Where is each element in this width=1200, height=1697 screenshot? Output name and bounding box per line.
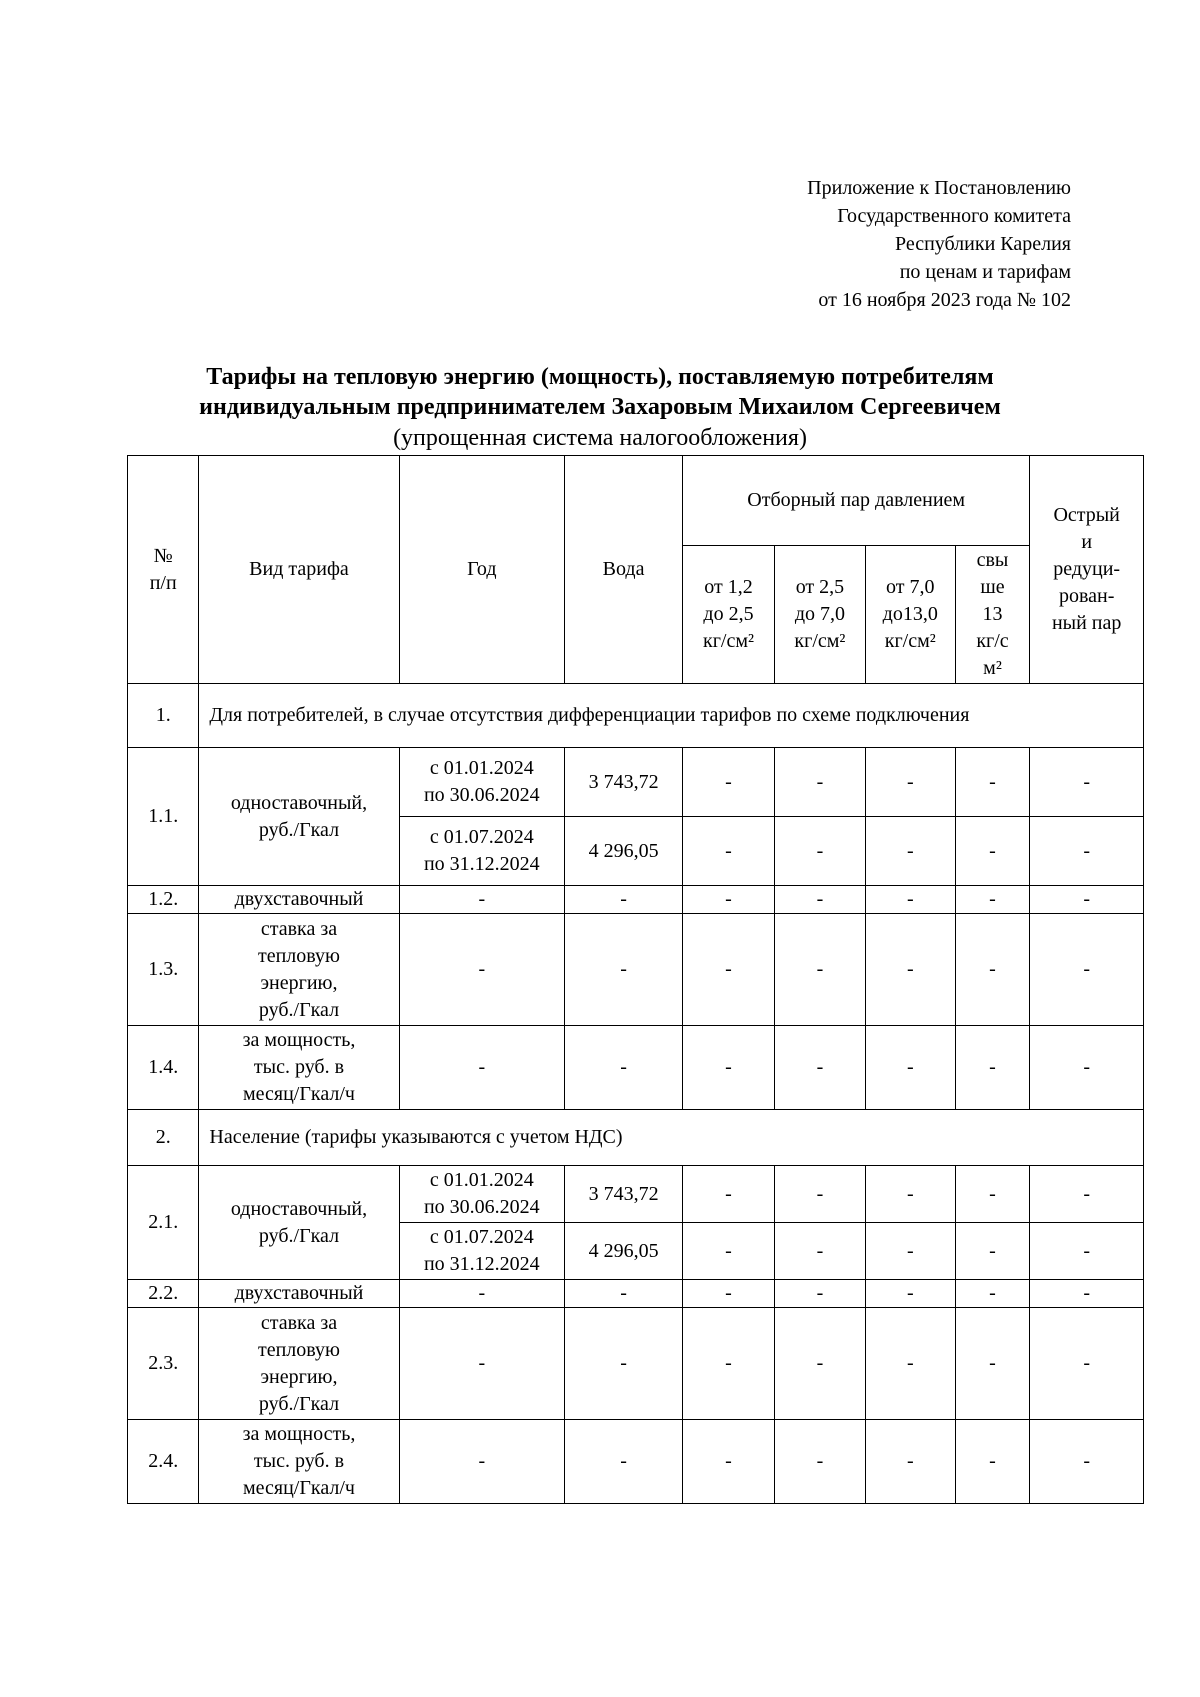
cell-text: руб./Гкал (258, 1224, 340, 1247)
cell-text: м² (983, 657, 1002, 679)
header-steam-pressure (683, 546, 775, 684)
dash-cell: - (399, 914, 565, 1026)
row-tariff-type (199, 914, 399, 1026)
dash-cell: - (865, 1308, 955, 1420)
cell-text: за мощность, (242, 1029, 356, 1051)
dash-cell: - (865, 1420, 955, 1504)
tariff-table (127, 455, 1144, 1504)
row-tariff-type (199, 1308, 399, 1420)
header-year: Год (399, 456, 565, 684)
cell-text: 13 (982, 603, 1003, 625)
title-line-1: Тарифы на тепловую энергию (мощность), поставляемую потребителям (206, 364, 994, 390)
row-period (399, 748, 565, 817)
dash-cell: - (683, 1308, 775, 1420)
cell-text: и (1081, 531, 1093, 553)
row-water-value: 4 296,05 (565, 817, 683, 886)
cell-text: ставка за (260, 917, 338, 940)
section-row (128, 684, 1144, 748)
dash-cell: - (683, 1420, 775, 1504)
dash-cell: - (683, 886, 775, 914)
dash-cell: - (1030, 1420, 1144, 1504)
dash-cell: - (865, 886, 955, 914)
row-tariff-type (199, 1166, 399, 1280)
table-row (128, 1280, 1144, 1308)
row-water-value: 3 743,72 (565, 748, 683, 817)
header-water: Вода (565, 456, 683, 684)
cell-text: от 7,0 (886, 576, 935, 598)
table-row (128, 914, 1144, 1026)
section-label: Для потребителей, в случае отсутствия дифференциации тарифов по схеме подключения (199, 684, 1144, 748)
header-steam-group: Отборный пар давлением (683, 456, 1030, 546)
table-row (128, 1026, 1144, 1110)
cell-text: с 01.07.2024 (429, 826, 534, 848)
cell-text: с 01.01.2024 (429, 757, 534, 779)
dash-cell: - (683, 914, 775, 1026)
dash-cell: - (1030, 1223, 1144, 1280)
cell-text: по 30.06.2024 (423, 784, 540, 806)
cell-text: по 31.12.2024 (423, 853, 540, 875)
dash-cell: - (565, 914, 683, 1026)
cell-text: руб./Гкал (258, 998, 340, 1021)
dash-cell: - (683, 748, 775, 817)
cell-text: от 2,5 (795, 576, 845, 598)
dash-cell: - (955, 1223, 1030, 1280)
cell-text: тепловую (257, 944, 340, 967)
document-title (100, 362, 1100, 422)
appendix-line: от 16 ноября 2023 года № 102 (818, 289, 1071, 311)
cell-text: кг/см² (794, 630, 846, 652)
dash-cell: - (775, 748, 866, 817)
cell-text: энергию, (260, 1365, 338, 1388)
dash-cell: - (1030, 1026, 1144, 1110)
cell-text: тыс. руб. в (253, 1450, 345, 1472)
dash-cell: - (399, 1420, 565, 1504)
cell-text: редуци- (1053, 558, 1121, 580)
cell-text: одноставочный, (230, 791, 368, 814)
row-period (399, 1223, 565, 1280)
cell-text: № (153, 544, 173, 567)
cell-text: кг/см² (703, 630, 755, 652)
row-tariff-type (199, 748, 399, 886)
dash-cell: - (399, 886, 565, 914)
cell-text: Острый (1053, 504, 1120, 526)
row-period (399, 817, 565, 886)
dash-cell: - (1030, 914, 1144, 1026)
dash-cell: - (955, 1420, 1030, 1504)
row-num: 1.3. (128, 914, 199, 1026)
cell-text: до 2,5 (703, 603, 754, 625)
dash-cell: - (865, 1166, 955, 1223)
dash-cell: - (399, 1280, 565, 1308)
dash-cell: - (955, 886, 1030, 914)
dash-cell: - (775, 817, 866, 886)
header-steam-pressure (865, 546, 955, 684)
dash-cell: - (399, 1308, 565, 1420)
table-row (128, 1420, 1144, 1504)
dash-cell: - (775, 1026, 866, 1110)
dash-cell: - (1030, 1308, 1144, 1420)
dash-cell: - (775, 1308, 866, 1420)
dash-cell: - (775, 1420, 866, 1504)
cell-text: свы (976, 549, 1009, 571)
cell-text: до13,0 (882, 603, 938, 625)
cell-text: ше (980, 576, 1005, 598)
cell-text: тыс. руб. в (253, 1056, 345, 1078)
cell-text: энергию, (260, 971, 338, 994)
cell-text: по 31.12.2024 (423, 1253, 540, 1275)
row-water-value: 4 296,05 (565, 1223, 683, 1280)
dash-cell: - (955, 817, 1030, 886)
table-row (128, 886, 1144, 914)
row-period (399, 1166, 565, 1223)
dash-cell: - (775, 914, 866, 1026)
dash-cell: - (683, 1280, 775, 1308)
dash-cell: - (683, 1026, 775, 1110)
cell-text: тепловую (257, 1338, 340, 1361)
cell-text: п/п (149, 571, 177, 594)
cell-text: руб./Гкал (258, 1392, 340, 1415)
row-tariff-type (199, 1420, 399, 1504)
cell-text: ставка за (260, 1311, 338, 1334)
dash-cell: - (775, 886, 866, 914)
dash-cell: - (955, 1280, 1030, 1308)
row-num: 1.2. (128, 886, 199, 914)
row-num: 2.3. (128, 1308, 199, 1420)
dash-cell: - (1030, 886, 1144, 914)
cell-text: одноставочный, (230, 1197, 368, 1220)
dash-cell: - (775, 1166, 866, 1223)
dash-cell: - (565, 1026, 683, 1110)
row-tariff-type (199, 1026, 399, 1110)
row-water-value: 3 743,72 (565, 1166, 683, 1223)
dash-cell: - (955, 748, 1030, 817)
cell-text: кг/см² (884, 630, 936, 652)
cell-text: с 01.07.2024 (429, 1226, 534, 1248)
header-steam-pressure (955, 546, 1030, 684)
cell-text: с 01.01.2024 (429, 1169, 534, 1191)
dash-cell: - (1030, 1166, 1144, 1223)
dash-cell: - (1030, 748, 1144, 817)
section-row (128, 1110, 1144, 1166)
row-num: 2.4. (128, 1420, 199, 1504)
row-tariff-type (199, 886, 399, 914)
dash-cell: - (955, 914, 1030, 1026)
cell-text: двухставочный (234, 1282, 364, 1304)
cell-text: месяц/Гкал/ч (242, 1083, 355, 1105)
row-tariff-type (199, 1280, 399, 1308)
cell-text: за мощность, (242, 1423, 356, 1445)
dash-cell: - (865, 817, 955, 886)
table-row (128, 1166, 1144, 1223)
dash-cell: - (683, 1223, 775, 1280)
dash-cell: - (1030, 1280, 1144, 1308)
cell-text: по 30.06.2024 (423, 1196, 540, 1218)
header-row (128, 456, 1144, 546)
dash-cell: - (955, 1166, 1030, 1223)
dash-cell: - (865, 1280, 955, 1308)
dash-cell: - (775, 1280, 866, 1308)
cell-text: до 7,0 (794, 603, 846, 625)
header-sharp-steam (1030, 456, 1144, 684)
dash-cell: - (865, 1223, 955, 1280)
dash-cell: - (865, 914, 955, 1026)
appendix-line: Приложение к Постановлению (807, 177, 1071, 199)
document-subtitle: (упрощенная система налогообложения) (393, 425, 807, 451)
header-num (128, 456, 199, 684)
dash-cell: - (865, 748, 955, 817)
section-label: Население (тарифы указываются с учетом НДС) (199, 1110, 1144, 1166)
appendix-line: по ценам и тарифам (899, 261, 1071, 283)
dash-cell: - (399, 1026, 565, 1110)
dash-cell: - (1030, 817, 1144, 886)
dash-cell: - (565, 1308, 683, 1420)
dash-cell: - (683, 817, 775, 886)
table-row (128, 1308, 1144, 1420)
dash-cell: - (565, 1280, 683, 1308)
dash-cell: - (683, 1166, 775, 1223)
section-num: 2. (128, 1110, 199, 1166)
dash-cell: - (565, 886, 683, 914)
dash-cell: - (565, 1420, 683, 1504)
header-steam-pressure (775, 546, 866, 684)
row-num: 2.2. (128, 1280, 199, 1308)
cell-text: рован- (1058, 585, 1115, 607)
table-row (128, 748, 1144, 817)
header-tariff-type: Вид тарифа (199, 456, 399, 684)
dash-cell: - (865, 1026, 955, 1110)
row-num: 1.4. (128, 1026, 199, 1110)
dash-cell: - (955, 1026, 1030, 1110)
title-line-2: индивидуальным предпринимателем Захаровым Михаилом Сергеевичем (199, 394, 1001, 420)
row-num: 2.1. (128, 1166, 199, 1280)
appendix-header (671, 174, 1071, 314)
cell-text: месяц/Гкал/ч (242, 1477, 355, 1499)
cell-text: руб./Гкал (258, 818, 340, 841)
appendix-line: Республики Карелия (894, 233, 1071, 255)
cell-text: ный пар (1051, 612, 1122, 634)
cell-text: от 1,2 (704, 576, 753, 598)
cell-text: двухставочный (234, 888, 364, 910)
appendix-line: Государственного комитета (837, 205, 1071, 227)
dash-cell: - (955, 1308, 1030, 1420)
cell-text: кг/с (976, 630, 1009, 652)
dash-cell: - (775, 1223, 866, 1280)
row-num: 1.1. (128, 748, 199, 886)
section-num: 1. (128, 684, 199, 748)
